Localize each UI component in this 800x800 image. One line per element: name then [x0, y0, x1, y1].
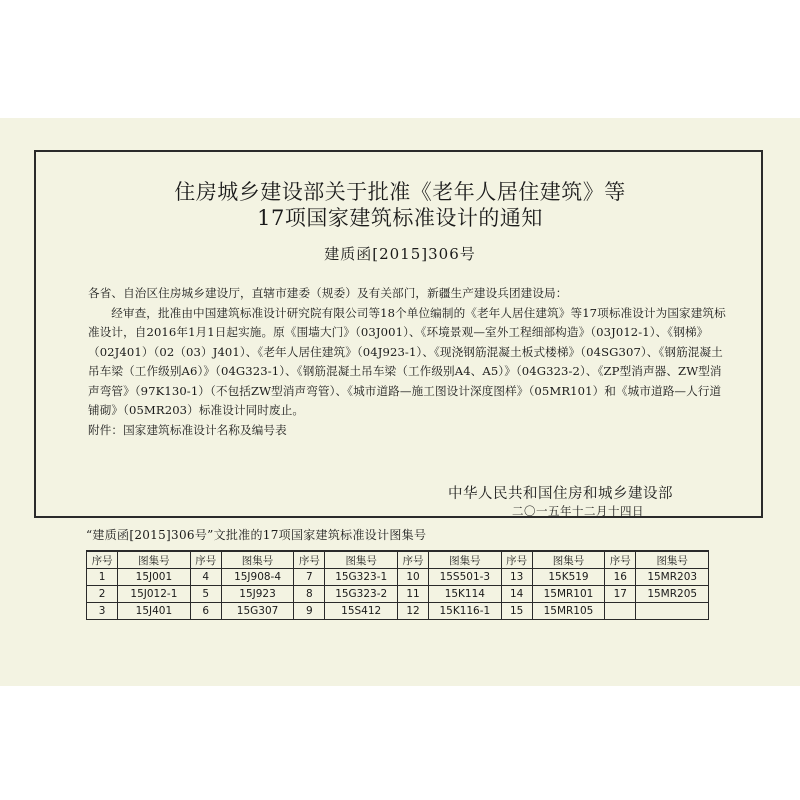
attachment-line: 附件：国家建筑标准设计名称及编号表 [88, 422, 287, 437]
header-code: 图集号 [429, 551, 501, 569]
header-code: 图集号 [532, 551, 604, 569]
cell-code: 15K519 [532, 569, 604, 586]
notice-title-line1: 住房城乡建设部关于批准《老年人居住建筑》等 [174, 180, 626, 204]
cell-number: 16 [605, 569, 636, 586]
cell-number: 2 [87, 586, 118, 603]
cell-code: 15MR205 [636, 586, 709, 603]
cell-number: 6 [190, 603, 221, 620]
notice-body [88, 284, 728, 440]
cell-code: 15S412 [325, 603, 397, 620]
cell-number: 14 [501, 586, 532, 603]
table-caption: “建质函[2015]306号”文批准的17项国家建筑标准设计图集号 [86, 528, 427, 542]
notice-title-line2: 17项国家建筑标准设计的通知 [257, 206, 543, 230]
cell-code: 15MR105 [532, 603, 604, 620]
cell-code: 15J401 [118, 603, 190, 620]
table-header-row [87, 551, 709, 569]
cell-code: 15G307 [221, 603, 293, 620]
table-row [87, 569, 709, 586]
table-row [87, 586, 709, 603]
header-number: 序号 [501, 551, 532, 569]
header-code: 图集号 [118, 551, 190, 569]
cell-number [605, 603, 636, 620]
header-number: 序号 [190, 551, 221, 569]
cell-code: 15G323-1 [325, 569, 397, 586]
cell-number: 9 [294, 603, 325, 620]
cell-number: 1 [87, 569, 118, 586]
cell-code: 15MR203 [636, 569, 709, 586]
cell-number: 15 [501, 603, 532, 620]
header-number: 序号 [397, 551, 428, 569]
cell-number: 7 [294, 569, 325, 586]
cell-number: 17 [605, 586, 636, 603]
cell-number: 13 [501, 569, 532, 586]
header-number: 序号 [294, 551, 325, 569]
issuing-authority: 中华人民共和国住房和城乡建设部 [448, 486, 673, 502]
cell-number: 4 [190, 569, 221, 586]
cell-code: 15G323-2 [325, 586, 397, 603]
cell-code [636, 603, 709, 620]
standards-code-table [86, 550, 709, 620]
cell-code: 15K114 [429, 586, 501, 603]
cell-code: 15J001 [118, 569, 190, 586]
cell-code: 15S501-3 [429, 569, 501, 586]
cell-code: 15J012-1 [118, 586, 190, 603]
cell-code: 15MR101 [532, 586, 604, 603]
cell-number: 10 [397, 569, 428, 586]
salutation: 各省、自治区住房城乡建设厅，直辖市建委（规委）及有关部门，新疆生产建设兵团建设局： [88, 286, 568, 300]
table-row [87, 603, 709, 620]
header-code: 图集号 [636, 551, 709, 569]
cell-number: 3 [87, 603, 118, 620]
cell-number: 11 [397, 586, 428, 603]
cell-number: 8 [294, 586, 325, 603]
issue-date: 二〇一五年十二月十四日 [512, 504, 644, 518]
document-number: 建质函[2015]306号 [324, 245, 476, 263]
cell-code: 15J908-4 [221, 569, 293, 586]
cell-number: 12 [397, 603, 428, 620]
cell-number: 5 [190, 586, 221, 603]
main-paragraph: 经审查，批准由中国建筑标准设计研究院有限公司等18个单位编制的《老年人居住建筑》等17项标准设计为国家建筑标准设计，自2016年1月1日起实施。原《围墙大门》（03J001）、《环境景观—室外工程细部构造》（03J012-1）、《钢梯》（02J401）（02（03）J401）、《老年人居住建筑》（04J923-1）、《现浇钢筋混凝土板式楼梯》（04SG307）、《钢筋混凝土吊车梁（工作级别A6）》（04G323-1）、《钢筋混凝土吊车梁（工作级别A4、A5）》（04G323-2）、《ZP型消声器、ZW型消声弯管》（97K130-1）（不包括ZW型消声弯管）、《城市道路—施工图设计深度图样》（05MR101）和《城市道路—人行道铺砌》（05MR203）标准设计同时废止。 [88, 305, 726, 417]
header-code: 图集号 [221, 551, 293, 569]
header-code: 图集号 [325, 551, 397, 569]
cell-code: 15K116-1 [429, 603, 501, 620]
cell-code: 15J923 [221, 586, 293, 603]
header-number: 序号 [87, 551, 118, 569]
header-number: 序号 [605, 551, 636, 569]
